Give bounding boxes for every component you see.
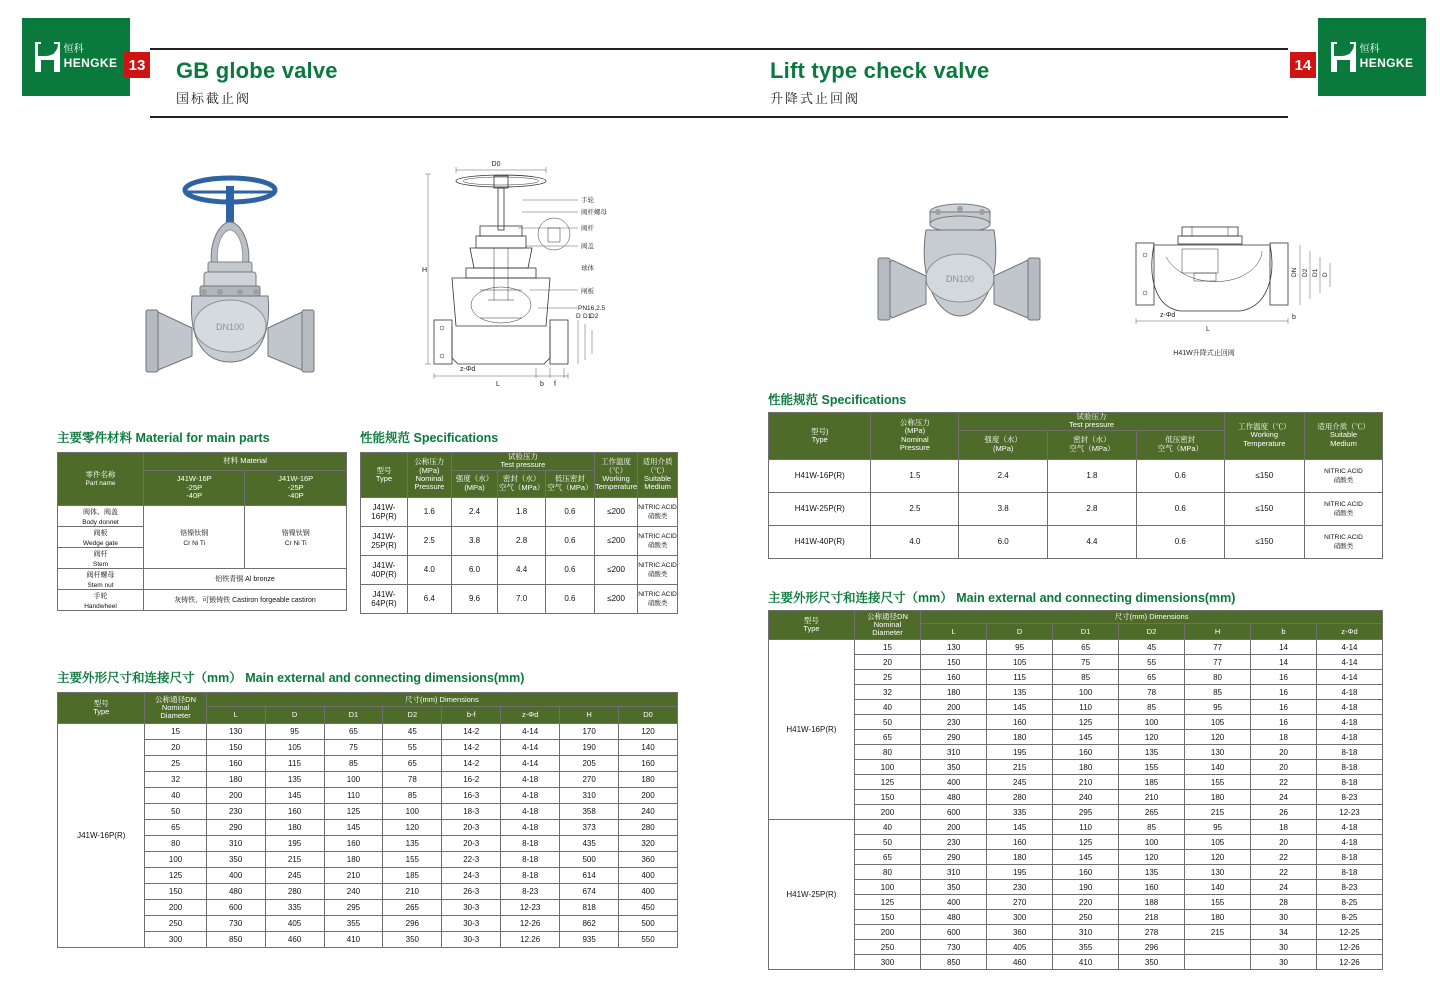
svg-text:球体: 球体 [581, 265, 594, 272]
table-row: 200 600 335 295 265 215 26 12-23 [769, 805, 1383, 820]
hengke-logo-icon [35, 42, 61, 72]
table-row: 50 230 160 125 100 18-3 4-18 358 240 [58, 804, 678, 820]
table-row: 20 150 105 75 55 77 14 4-14 [769, 655, 1383, 670]
svg-text:D2: D2 [1302, 268, 1309, 277]
svg-text:PN16,2.5: PN16,2.5 [578, 305, 606, 312]
page-header [0, 18, 1440, 106]
rspec-h-medium: 适用介质（℃） Suitable Medium [1317, 421, 1370, 449]
table-row: 200 600 360 310 278 215 34 12-25 [769, 925, 1383, 940]
table-row: 65 290 180 145 120 120 22 8-18 [769, 850, 1383, 865]
rspec-h-strength: 强度（水） (MPa) [984, 434, 1022, 453]
table-row: 150 480 280 240 210 180 24 8-23 [769, 790, 1383, 805]
dims-type-value: J41W-16P(R) [58, 724, 145, 948]
svg-text:D1: D1 [583, 313, 592, 320]
materials-heading-cn: 主要零件材料 [57, 431, 133, 445]
table-row: 65 290 180 145 120 120 18 4-18 [769, 730, 1383, 745]
materials-col-a: J41W-16P -25P -40P [176, 474, 212, 501]
table-row: 100 350 230 190 160 140 24 8-23 [769, 880, 1383, 895]
right-dims-heading-cn: 主要外形尺寸和连接尺寸 [768, 591, 906, 605]
table-row: J41W-16P(R) 1.6 2.4 1.8 0.6 ≤200 NITRIC ACID 硝酸类 [361, 497, 678, 526]
table-row: 80 310 195 160 135 20-3 8-18 435 320 [58, 836, 678, 852]
table-row: 40 200 145 110 85 95 16 4-18 [769, 700, 1383, 715]
title-right-en: Lift type check valve [770, 58, 990, 83]
right-dims-heading [768, 588, 1235, 606]
left-specs-table [360, 452, 678, 614]
dims-h-dn: 公称通径DN Nominal Diameter [155, 694, 197, 721]
svg-text:D: D [576, 313, 581, 320]
left-specs-heading-en: Specifications [413, 431, 499, 445]
table-row: 50 230 160 125 100 105 16 4-18 [769, 715, 1383, 730]
svg-text:D: D [1322, 272, 1329, 277]
table-row: 50 230 160 125 100 105 20 4-18 [769, 835, 1383, 850]
material-row-part: 阀杆螺母 Stem nut [58, 569, 144, 590]
dims-h-type: 型号 Type [93, 698, 110, 716]
rspec-h-nominal: 公称压力 (MPa) Nominal Pressure [899, 417, 930, 453]
table-row: 32 180 135 100 78 16-2 4-18 270 180 [58, 772, 678, 788]
title-left [176, 58, 338, 107]
left-specs-heading-cn: 性能规范 [360, 431, 411, 445]
rspec-h-lowseal: 低压密封 空气（MPa） [1157, 434, 1203, 453]
materials-col-material: 材料 Material [223, 456, 267, 466]
spec-h-type: 型号 Type [375, 465, 393, 483]
title-bar [150, 48, 1288, 118]
spec-h-seal: 密封（水） 空气（MPa） [498, 474, 545, 492]
rspec-h-type: 型号) Type [810, 426, 829, 444]
svg-text:H41W升降式止回阀: H41W升降式止回阀 [1173, 350, 1235, 357]
right-specs-table [768, 412, 1383, 559]
svg-text:闸板: 闸板 [581, 288, 594, 295]
svg-text:f: f [554, 381, 556, 388]
material-value-span: 灰铸铁、可锻铸铁 Castiron forgeable castiron [144, 590, 347, 611]
table-row: H41W-40P(R) 4.0 6.0 4.4 0.6 ≤150 NITRIC ACID 硝酸类 [769, 525, 1383, 558]
material-row-part: 手轮 Handwheel [58, 590, 144, 611]
materials-heading-en: Material for main parts [135, 431, 270, 445]
right-specs-heading-en: Specifications [821, 393, 907, 407]
material-row-part: 阀板 Wedge gate [58, 527, 144, 548]
rdims-h-dn: 公称通径DN Nominal Diameter [867, 611, 908, 638]
left-dims-table: 型号 Type 公称通径DN Nominal Diameter 尺寸(mm) Dimensions L D D1 D2 b-f z-Φd H D0 J41W-16P(R) 15 130 95 65 45 14-2 4-14 170 120 20 150 105 75 55 14-2 4-14 190 140 25 160 115 85 65 14-2 4-14 205 160 32 180 135 100 78 16-2 4-18 270 180 40 200 145 110 85 16-3 4-18 310 200 50 230 160 125 100 18-3 4-18 358 240 65 290 180 145 120 20-3 4-18 373 280 80 310 195 160 135 20-3 8-18 435 320 100 350 215 180 155 22-3 8-18 500 360 125 400 245 210 185 24-3 8-18 614 400 150 480 280 240 210 26-3 8-23 674 400 200 600 335 295 265 30-3 12-23 818 450 250 730 405 355 296 30-3 12-26 862 500 300 850 460 410 350 30-3 12.26 935 550 [57, 692, 678, 948]
table-row: 100 350 215 180 155 140 20 8-18 [769, 760, 1383, 775]
table-row: 40 200 145 110 85 16-3 4-18 310 200 [58, 788, 678, 804]
spec-h-strength: 强度（水） (MPa) [455, 474, 494, 492]
table-row: 80 310 195 160 135 130 20 8-18 [769, 745, 1383, 760]
table-row: 300 850 460 410 350 30 12-26 [769, 955, 1383, 970]
table-row: 32 180 135 100 78 85 16 4-18 [769, 685, 1383, 700]
check-valve-photo [860, 190, 1060, 350]
svg-text:DN: DN [1291, 267, 1298, 277]
table-row: H41W-25P(R) 40 200 145 110 85 95 18 4-18 [769, 820, 1383, 835]
table-row: 125 400 245 210 185 24-3 8-18 614 400 [58, 868, 678, 884]
material-value-b: 铬镍钛钢 Cr Ni Ti [245, 506, 347, 569]
logo-left [22, 18, 130, 96]
svg-text:DN100: DN100 [945, 274, 975, 284]
table-row: 65 290 180 145 120 20-3 4-18 373 280 [58, 820, 678, 836]
table-row: H41W-25P(R) 2.5 3.8 2.8 0.6 ≤150 NITRIC ACID 硝酸类 [769, 492, 1383, 525]
rspec-h-seal: 密封（水） 空气（MPa） [1069, 434, 1115, 453]
left-dims-heading [57, 668, 524, 686]
material-value-span: 铝铁青铜 Al bronze [144, 569, 347, 590]
svg-text:D2: D2 [590, 313, 599, 320]
globe-valve-drawing [418, 150, 678, 395]
globe-valve-photo [130, 150, 330, 380]
rspec-h-temp: 工作温度（℃） Working Temperature [1238, 421, 1291, 449]
material-row-part: 阀体、阀盖 Body donnet [58, 506, 144, 527]
svg-text:阀盖: 阀盖 [581, 243, 594, 250]
material-row-part: 阀杆 Stem [58, 548, 144, 569]
svg-text:D1: D1 [1312, 268, 1319, 277]
rdims-h-type: 型号 Type [803, 615, 820, 633]
right-dims-heading-mm: （mm） [905, 591, 953, 605]
table-row: 250 730 405 355 296 30-3 12-26 862 500 [58, 916, 678, 932]
svg-text:阀杆: 阀杆 [581, 225, 594, 232]
table-row: J41W-40P(R) 4.0 6.0 4.4 0.6 ≤200 NITRIC ACID 硝酸类 [361, 555, 678, 584]
materials-table [57, 452, 347, 611]
right-dims-heading-en: Main external and connecting dimensions(mm) [956, 591, 1236, 605]
table-row: J41W-16P(R) 15 130 95 65 45 14-2 4-14 170 120 [58, 724, 678, 740]
materials-heading [57, 428, 270, 446]
logo-en-left: HENGKE [63, 56, 118, 70]
svg-text:z-Φd: z-Φd [460, 366, 476, 373]
svg-text:L: L [496, 381, 500, 388]
svg-text:阀杆螺母: 阀杆螺母 [581, 209, 607, 216]
table-row: 300 850 460 410 350 30-3 12.26 935 550 [58, 932, 678, 948]
svg-text:DN100: DN100 [215, 322, 245, 332]
logo-cn-right: 恒科 [1359, 44, 1380, 55]
right-specs-heading-cn: 性能规范 [768, 393, 819, 407]
table-row: 250 730 405 355 296 30 12-26 [769, 940, 1383, 955]
materials-col-b: J41W-16P -25P -40P [278, 474, 314, 501]
logo-right [1318, 18, 1426, 96]
check-valve-drawing [1120, 215, 1360, 365]
title-right [770, 58, 989, 107]
table-row: 100 350 215 180 155 22-3 8-18 500 360 [58, 852, 678, 868]
spec-h-test: 试验压力 Test pressure [500, 452, 546, 470]
svg-text:b: b [540, 381, 544, 388]
table-row: 150 480 280 240 210 26-3 8-23 674 400 [58, 884, 678, 900]
table-row: 25 160 115 85 65 14-2 4-14 205 160 [58, 756, 678, 772]
material-value-a: 铬镍钛钢 Cr Ni Ti [144, 506, 245, 569]
svg-text:b: b [1292, 314, 1296, 321]
svg-text:D0: D0 [491, 161, 501, 168]
materials-col-part: 零件名称 Part name [85, 469, 116, 487]
dims-h-dims: 尺寸(mm) Dimensions [404, 694, 479, 704]
svg-text:z-Φd: z-Φd [1160, 312, 1176, 319]
table-row: 20 150 105 75 55 14-2 4-14 190 140 [58, 740, 678, 756]
right-specs-heading [768, 390, 906, 408]
rdims-group2: H41W-25P(R) [769, 820, 855, 970]
spec-h-medium: 适用介质 （℃） Suitable Medium [642, 457, 673, 491]
right-dims-table: 型号 Type 公称通径DN Nominal Diameter 尺寸(mm) Dimensions L D D1 D2 H b z-Φd H41W-16P(R) 15 130 95 65 45 77 14 4-14 20 150 105 75 55 77 14 4-14 25 160 115 85 65 80 16 4-14 32 180 135 100 78 85 16 4-18 40 200 145 110 85 95 16 4-18 50 230 160 125 100 105 16 4-18 65 290 180 145 120 120 18 4-18 80 310 195 160 135 130 20 8-18 100 350 215 180 155 140 20 8-18 125 400 245 210 185 155 22 8-18 150 480 280 240 210 180 24 8-23 200 600 335 295 265 215 26 12-23 H41W-25P(R) 40 200 145 110 85 95 18 4-18 50 230 160 125 100 105 20 4-18 65 290 180 145 120 120 22 8-18 80 310 195 160 135 130 22 8-18 100 350 230 190 160 140 24 8-23 125 400 270 220 188 155 28 8-25 150 480 300 250 218 180 30 8-25 200 600 360 310 278 215 34 12-25 250 730 405 355 296 30 12-26 300 850 460 410 350 30 12-26 [768, 610, 1383, 970]
left-dims-heading-en: Main external and connecting dimensions(mm) [245, 671, 525, 685]
table-row: 125 400 245 210 185 155 22 8-18 [769, 775, 1383, 790]
table-row: J41W-64P(R) 6.4 9.6 7.0 0.6 ≤200 NITRIC ACID 硝酸类 [361, 584, 678, 613]
left-specs-heading [360, 428, 498, 446]
left-dims-heading-mm: （mm） [194, 671, 242, 685]
svg-text:L: L [1206, 326, 1210, 333]
title-right-cn: 升降式止回阀 [770, 91, 861, 106]
page-number-right: 14 [1290, 52, 1316, 78]
table-row: H41W-16P(R) 15 130 95 65 45 77 14 4-14 [769, 640, 1383, 655]
rspec-h-test: 试验压力 Test pressure [1069, 412, 1115, 430]
left-dims-heading-cn: 主要外形尺寸和连接尺寸 [57, 671, 195, 685]
logo-en-right: HENGKE [1359, 56, 1414, 70]
svg-text:H: H [422, 267, 428, 274]
spec-h-lowseal: 低压密封 空气（MPa） [547, 474, 593, 492]
table-row: H41W-16P(R) 1.5 2.4 1.8 0.6 ≤150 NITRIC ACID 硝酸类 [769, 459, 1383, 492]
table-row: 25 160 115 85 65 80 16 4-14 [769, 670, 1383, 685]
logo-cn-left: 恒科 [63, 44, 84, 55]
spec-h-nominal: 公称压力 (MPa) Nominal Pressure [414, 457, 445, 491]
rdims-h-dims: 尺寸(mm) Dimensions [1114, 612, 1189, 622]
rdims-group1: H41W-16P(R) [769, 640, 855, 820]
svg-text:手轮: 手轮 [581, 197, 594, 204]
page-number-left: 13 [124, 52, 150, 78]
hengke-logo-icon-right [1331, 42, 1357, 72]
spec-h-temp: 工作温度 （℃） Working Temperature [595, 457, 638, 491]
title-left-cn: 国标截止阀 [176, 91, 252, 106]
table-row: 80 310 195 160 135 130 22 8-18 [769, 865, 1383, 880]
table-row: 150 480 300 250 218 180 30 8-25 [769, 910, 1383, 925]
table-row: 200 600 335 295 265 30-3 12-23 818 450 [58, 900, 678, 916]
table-row: J41W-25P(R) 2.5 3.8 2.8 0.6 ≤200 NITRIC ACID 硝酸类 [361, 526, 678, 555]
table-row: 125 400 270 220 188 155 28 8-25 [769, 895, 1383, 910]
title-left-en: GB globe valve [176, 58, 338, 83]
